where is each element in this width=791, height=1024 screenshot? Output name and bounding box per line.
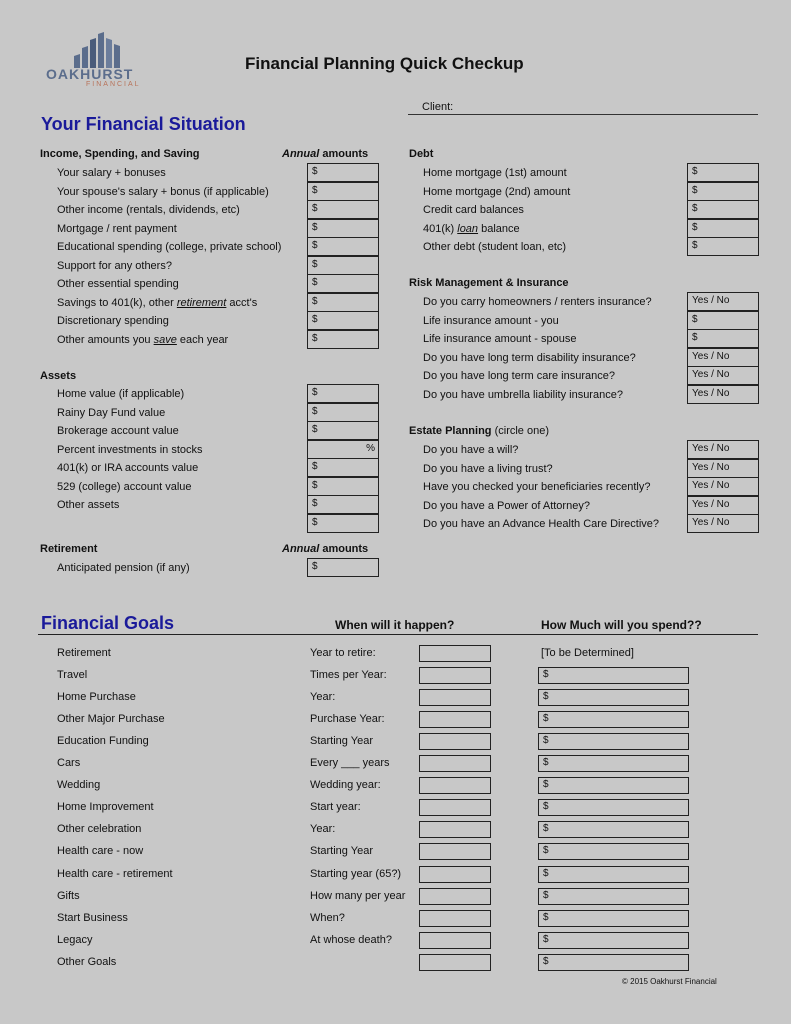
- goals-col-when: When will it happen?: [335, 618, 455, 632]
- asset-amount-field[interactable]: $: [307, 421, 379, 440]
- goal-when-field[interactable]: [419, 954, 491, 971]
- goal-name: Health care - now: [57, 845, 144, 858]
- debt-item-loan-pre: 401(k): [423, 222, 458, 235]
- goal-when-label: Purchase Year:: [310, 713, 385, 726]
- estate-heading-note: (circle one): [491, 425, 549, 437]
- goal-when-label: Year:: [310, 823, 336, 836]
- goal-amount-field[interactable]: $: [538, 689, 689, 706]
- goal-amount-field[interactable]: $: [538, 799, 689, 816]
- risk-answer-field[interactable]: Yes / No: [687, 292, 759, 311]
- situation-title: Your Financial Situation: [41, 114, 246, 134]
- goal-amount-field[interactable]: $: [538, 777, 689, 794]
- income-amount-field[interactable]: $: [307, 219, 379, 238]
- goal-when-field[interactable]: [419, 777, 491, 794]
- goal-amount-field[interactable]: $: [538, 910, 689, 927]
- goal-when-label: How many per year: [310, 889, 406, 902]
- asset-item-label: Home value (if applicable): [57, 388, 185, 400]
- goal-name: Legacy: [57, 933, 93, 946]
- goal-name: Other celebration: [57, 823, 142, 836]
- goal-when-field[interactable]: [419, 799, 491, 816]
- income-amount-field[interactable]: $: [307, 256, 379, 275]
- debt-item-loan-em: loan: [457, 222, 479, 235]
- risk-heading: Risk Management & Insurance: [409, 277, 569, 289]
- asset-amount-field[interactable]: $: [307, 403, 379, 422]
- goal-when-field[interactable]: [419, 888, 491, 905]
- estate-heading: [409, 425, 549, 437]
- debt-amount-field[interactable]: $: [687, 219, 759, 238]
- income-item-label: Other essential spending: [57, 278, 179, 290]
- asset-amount-field[interactable]: $: [307, 384, 379, 403]
- goal-when-field[interactable]: [419, 689, 491, 706]
- annual-rest: amounts: [319, 148, 369, 160]
- income-item-savings-post: acct's: [226, 296, 258, 309]
- goal-when-label: Year:: [310, 691, 336, 704]
- annual-rest: amounts: [319, 543, 369, 555]
- goal-when-label: Start year:: [310, 801, 361, 814]
- income-amount-field[interactable]: $: [307, 330, 379, 349]
- risk-item-label: Do you have long term care insurance?: [423, 370, 615, 382]
- income-amount-field[interactable]: $: [307, 311, 379, 330]
- goal-name: Education Funding: [57, 735, 149, 748]
- goal-amount-field[interactable]: $: [538, 866, 689, 883]
- page-title: Financial Planning Quick Checkup: [245, 54, 524, 73]
- debt-item-loan-post: balance: [478, 222, 520, 235]
- income-item-label: Other income (rentals, dividends, etc): [57, 204, 240, 216]
- risk-item-label: Do you carry homeowners / renters insurance?: [423, 296, 652, 308]
- goal-amount-tbd: [To be Determined]: [541, 647, 634, 659]
- goal-amount-field[interactable]: $: [538, 711, 689, 728]
- risk-answer-field[interactable]: $: [687, 311, 759, 330]
- income-amount-field[interactable]: $: [307, 237, 379, 256]
- logo-name: OAKHURST: [46, 66, 134, 82]
- goal-when-field[interactable]: [419, 843, 491, 860]
- income-item-label: Discretionary spending: [57, 315, 169, 327]
- asset-amount-field[interactable]: $: [307, 477, 379, 496]
- pension-label: Anticipated pension (if any): [57, 562, 190, 574]
- income-item-label: Support for any others?: [57, 259, 172, 272]
- estate-heading-text: Estate Planning: [409, 425, 492, 437]
- income-item-save: [57, 334, 228, 346]
- asset-amount-field[interactable]: %: [307, 440, 379, 459]
- retirement-heading: Retirement: [40, 543, 98, 555]
- risk-item-label: Do you have long term disability insurance?: [423, 351, 636, 364]
- goal-name: Cars: [57, 757, 81, 770]
- income-item-savings: [57, 297, 257, 309]
- risk-item-label: Do you have umbrella liability insurance?: [423, 388, 623, 401]
- income-amount-field[interactable]: $: [307, 274, 379, 293]
- debt-amount-field[interactable]: $: [687, 237, 759, 256]
- debt-item-label: Other debt (student loan, etc): [423, 241, 567, 253]
- estate-answer-field[interactable]: Yes / No: [687, 459, 759, 478]
- goal-when-label: Year to retire:: [310, 647, 376, 659]
- asset-amount-field[interactable]: $: [307, 514, 379, 533]
- estate-item-label: Do you have an Advance Health Care Directive?: [423, 518, 660, 530]
- income-item-label: Your spouse's salary + bonus (if applicable): [57, 185, 269, 198]
- income-amount-field[interactable]: $: [307, 293, 379, 312]
- risk-answer-field[interactable]: $: [687, 329, 759, 348]
- goal-when-field[interactable]: [419, 711, 491, 728]
- goal-when-field[interactable]: [419, 667, 491, 684]
- assets-heading: Assets: [40, 370, 77, 382]
- estate-answer-field[interactable]: Yes / No: [687, 477, 759, 496]
- goals-divider: [38, 634, 758, 635]
- risk-answer-field[interactable]: Yes / No: [687, 348, 759, 367]
- goal-when-field[interactable]: [419, 821, 491, 838]
- goal-name: Home Improvement: [57, 801, 154, 814]
- risk-answer-field[interactable]: Yes / No: [687, 385, 759, 404]
- estate-answer-field[interactable]: Yes / No: [687, 440, 759, 459]
- risk-item-label: Life insurance amount - spouse: [423, 333, 577, 345]
- income-item-label: Educational spending (college, private school): [57, 241, 282, 253]
- goal-when-field[interactable]: [419, 755, 491, 772]
- logo-building-icon: [70, 28, 130, 68]
- estate-item-label: Do you have a will?: [423, 444, 519, 456]
- goal-amount-field[interactable]: $: [538, 932, 689, 949]
- asset-item-label: Rainy Day Fund value: [57, 406, 166, 419]
- estate-item-label: Do you have a Power of Attorney?: [423, 499, 590, 512]
- estate-answer-field[interactable]: Yes / No: [687, 514, 759, 533]
- income-amount-field[interactable]: $: [307, 200, 379, 219]
- income-annual-header: [282, 148, 368, 160]
- income-item-label: Your salary + bonuses: [57, 167, 166, 179]
- debt-item-label: Home mortgage (1st) amount: [423, 167, 567, 179]
- annual-em: Annual: [282, 543, 320, 555]
- income-item-save-em: save: [153, 333, 177, 346]
- goal-amount-field[interactable]: $: [538, 667, 689, 684]
- income-amount-field[interactable]: $: [307, 182, 379, 201]
- asset-amount-field[interactable]: $: [307, 495, 379, 514]
- debt-amount-field[interactable]: $: [687, 182, 759, 201]
- goal-name: Start Business: [57, 911, 128, 924]
- income-heading: Income, Spending, and Saving: [40, 148, 200, 160]
- estate-item-label: Do you have a living trust?: [423, 462, 553, 475]
- asset-item-label: Percent investments in stocks: [57, 443, 203, 456]
- goal-when-label: At whose death?: [310, 933, 392, 946]
- goal-amount-field[interactable]: $: [538, 755, 689, 772]
- goal-when-label: Times per Year:: [310, 669, 387, 682]
- goal-when-field[interactable]: [419, 645, 491, 662]
- asset-item-label: Other assets: [57, 499, 120, 511]
- income-item-savings-em: retirement: [176, 296, 227, 309]
- goal-amount-field[interactable]: $: [538, 821, 689, 838]
- debt-amount-field[interactable]: $: [687, 200, 759, 219]
- debt-amount-field[interactable]: $: [687, 163, 759, 182]
- goal-amount-field[interactable]: $: [538, 733, 689, 750]
- retirement-annual-header: [282, 543, 368, 555]
- goal-amount-field[interactable]: $: [538, 843, 689, 860]
- income-amount-field[interactable]: $: [307, 163, 379, 182]
- logo-sub: FINANCIAL: [86, 81, 141, 88]
- goal-name: Retirement: [57, 647, 111, 659]
- goal-when-field[interactable]: [419, 932, 491, 949]
- goals-title: Financial Goals: [41, 613, 175, 633]
- goal-when-label: Every ___ years: [310, 757, 390, 770]
- risk-answer-field[interactable]: Yes / No: [687, 366, 759, 385]
- income-item-save-post: each year: [176, 333, 229, 346]
- goal-name: Home Purchase: [57, 691, 136, 704]
- goals-col-much: How Much will you spend??: [541, 618, 702, 632]
- goal-when-field[interactable]: [419, 733, 491, 750]
- estate-answer-field[interactable]: Yes / No: [687, 496, 759, 515]
- goal-name: Travel: [57, 669, 88, 682]
- debt-item-label: Credit card balances: [423, 204, 524, 216]
- asset-item-label: 401(k) or IRA accounts value: [57, 462, 199, 474]
- goal-name: Wedding: [57, 779, 101, 792]
- goal-when-label: When?: [310, 911, 345, 924]
- goal-when-label: Starting Year: [310, 845, 373, 858]
- client-label: Client:: [422, 101, 454, 113]
- goal-amount-field[interactable]: $: [538, 888, 689, 905]
- goal-name: Gifts: [57, 889, 80, 902]
- asset-item-label: 529 (college) account value: [57, 480, 192, 493]
- goal-when-label: Wedding year:: [310, 779, 381, 792]
- copyright: © 2015 Oakhurst Financial: [622, 977, 717, 986]
- asset-amount-field[interactable]: $: [307, 458, 379, 477]
- risk-item-label: Life insurance amount - you: [423, 314, 559, 327]
- annual-em: Annual: [282, 148, 320, 160]
- goal-name: Other Major Purchase: [57, 713, 165, 726]
- estate-item-label: Have you checked your beneficiaries recently?: [423, 481, 651, 493]
- income-item-label: Mortgage / rent payment: [57, 222, 177, 235]
- goal-when-label: Starting Year: [310, 735, 373, 748]
- goal-when-field[interactable]: [419, 910, 491, 927]
- debt-heading: Debt: [409, 148, 434, 160]
- income-item-savings-pre: Savings to 401(k), other: [57, 296, 177, 309]
- debt-item-loan: [423, 223, 520, 235]
- goal-when-field[interactable]: [419, 866, 491, 883]
- goal-amount-field[interactable]: $: [538, 954, 689, 971]
- pension-field[interactable]: $: [307, 558, 379, 577]
- goal-name: Other Goals: [57, 955, 117, 968]
- client-line[interactable]: [408, 114, 758, 115]
- asset-item-label: Brokerage account value: [57, 425, 179, 437]
- logo: [46, 28, 146, 88]
- goal-when-label: Starting year (65?): [310, 867, 402, 880]
- income-item-save-pre: Other amounts you: [57, 333, 154, 346]
- debt-item-label: Home mortgage (2nd) amount: [423, 185, 571, 198]
- goal-name: Health care - retirement: [57, 867, 173, 880]
